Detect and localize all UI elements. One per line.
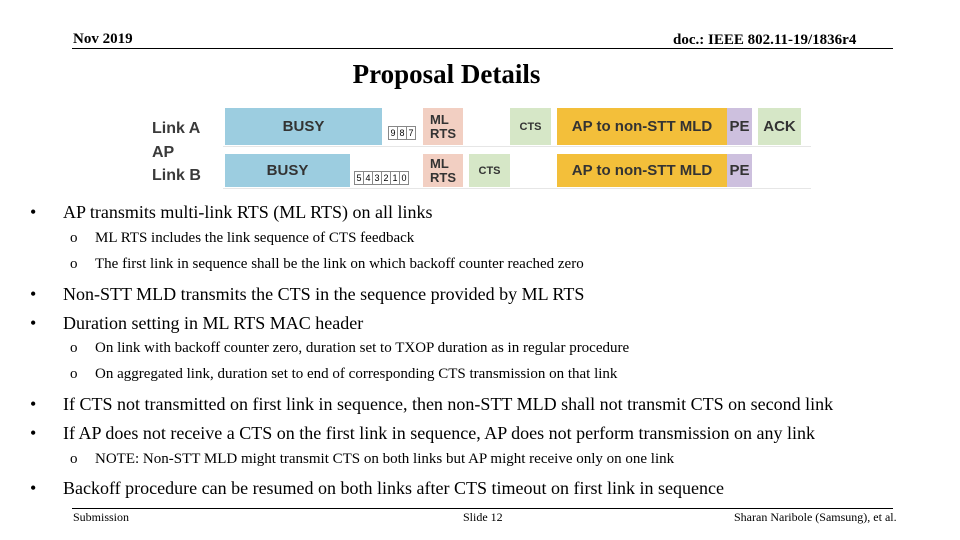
link-b-counter-cell: 2 [381,171,391,185]
link-a-counter-cell: 7 [406,126,416,140]
bullet-marker: • [30,478,37,498]
label-link-b: Link B [152,167,201,184]
link-b-ml-rts-block: ML RTS [423,154,463,187]
bullet-marker: o [70,230,78,246]
bullet-l2 [70,340,630,357]
bullet-marker: • [30,284,37,304]
link-b-busy-block: BUSY [225,154,350,187]
link-b-ap-tx-block: AP to non-STT MLD [557,154,727,187]
bullet-text: Duration setting in ML RTS MAC header [63,313,364,333]
bullet-l2 [70,256,584,273]
bullet-text: On aggregated link, duration set to end of corresponding CTS transmission on that link [95,366,618,382]
link-b-counter-cell: 5 [354,171,364,185]
bullet-l1 [30,478,724,499]
bullet-l1 [30,202,433,223]
bullet-text: Backoff procedure can be resumed on both links after CTS timeout on first link in sequence [63,478,724,498]
header-date: Nov 2019 [73,31,133,47]
bullet-marker: • [30,202,37,222]
bullet-l1 [30,313,364,334]
bullet-text: The first link in sequence shall be the link on which backoff counter reached zero [95,256,584,272]
bullet-text: Non-STT MLD transmits the CTS in the sequence provided by ML RTS [63,284,585,304]
bullet-marker: • [30,313,37,333]
bullet-l2 [70,366,618,383]
label-link-a: Link A [152,120,201,137]
bullet-marker: o [70,366,78,382]
link-a-cts-block: CTS [510,108,551,145]
bullet-l1 [30,284,585,305]
link-a-ml-rts-block: ML RTS [423,108,463,145]
link-a-counter-cell: 9 [388,126,398,140]
link-a-counter-cell: 8 [397,126,407,140]
header-rule [72,48,893,49]
link-a-pe-block: PE [727,108,752,145]
bullet-text: If CTS not transmitted on first link in sequence, then non-STT MLD shall not transmit CTS on second link [63,394,834,414]
bullet-marker: o [70,451,78,467]
bullet-text: AP transmits multi-link RTS (ML RTS) on all links [63,202,433,222]
timing-diagram [143,104,811,190]
bullet-marker: o [70,340,78,356]
bullet-text: If AP does not receive a CTS on the first link in sequence, AP does not perform transmission on any link [63,423,816,443]
bullet-l2 [70,230,415,247]
link-b-counter-cell: 4 [363,171,373,185]
footer-submission: Submission [73,510,130,524]
bullet-l1 [30,394,834,415]
link-a-ap-tx-block: AP to non-STT MLD [557,108,727,145]
link-a-busy-block: BUSY [225,108,382,145]
footer-slide-number: Slide 12 [463,510,503,524]
link-b-cts-block: CTS [469,154,510,187]
diagram-link-b-baseline [223,188,811,189]
bullet-marker: • [30,394,37,414]
label-ap: AP [152,144,175,161]
bullet-marker: • [30,423,37,443]
link-b-backoff-counter [355,171,409,185]
link-b-pe-block: PE [727,154,752,187]
slide-title: Proposal Details [352,59,541,89]
bullet-l1 [30,423,816,444]
bullet-text: NOTE: Non-STT MLD might transmit CTS on both links but AP might receive only on one link [95,451,675,467]
footer-author: Sharan Naribole (Samsung), et al. [734,510,897,524]
link-a-backoff-counter [389,126,416,140]
diagram-link-a-baseline [223,146,811,147]
footer-rule [72,508,893,509]
link-b-counter-cell: 1 [390,171,400,185]
link-a-ack-block: ACK [758,108,801,145]
link-b-counter-cell: 0 [399,171,409,185]
bullet-marker: o [70,256,78,272]
bullet-text: ML RTS includes the link sequence of CTS feedback [95,230,415,246]
bullet-l2 [70,451,675,468]
header-doc-id: doc.: IEEE 802.11-19/1836r4 [673,32,857,48]
link-b-counter-cell: 3 [372,171,382,185]
bullet-text: On link with backoff counter zero, duration set to TXOP duration as in regular procedure [95,340,630,356]
